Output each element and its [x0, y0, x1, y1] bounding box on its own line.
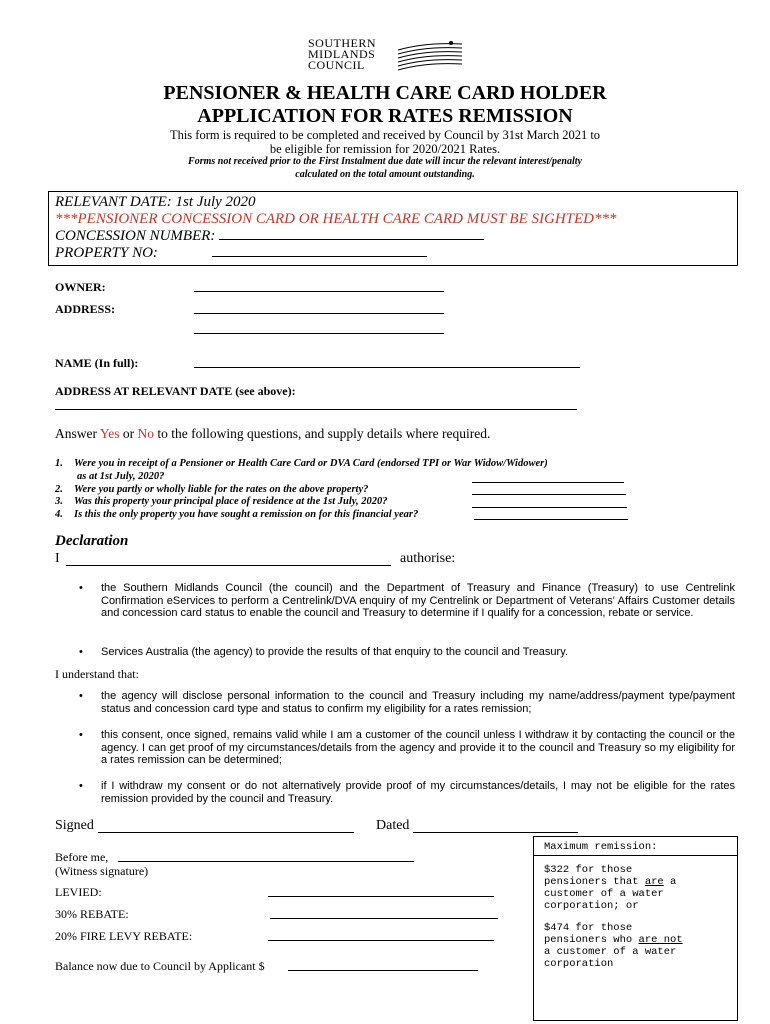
- signature-field[interactable]: [98, 832, 354, 833]
- question-3-answer[interactable]: [472, 507, 627, 508]
- concession-number-field[interactable]: [219, 239, 484, 240]
- option-a-line-3: customer of a water: [544, 888, 664, 900]
- address-relevant-field[interactable]: [55, 409, 577, 410]
- council-logo: [308, 38, 468, 78]
- address-field-2[interactable]: [194, 333, 444, 334]
- question-1-text-cont: as at 1st July, 2020?: [77, 471, 165, 482]
- intro-line-2: be eligible for remission for 2020/2021 Rates.: [269, 142, 501, 156]
- understand-item-3: if I withdraw my consent or do not alternatively provide proof of my circumstances/details, I may not be eligible for the rates remission provided by the council and Treasury.: [101, 780, 735, 805]
- property-number-field[interactable]: [212, 256, 427, 257]
- witness-label: (Witness signature): [55, 864, 149, 878]
- property-number-label: PROPERTY NO:: [55, 245, 158, 261]
- option-b-line-1: $474 for those: [544, 922, 633, 934]
- max-remission-divider: [534, 855, 737, 856]
- concession-number-row: [55, 228, 731, 245]
- max-remission-title: Maximum remission:: [544, 841, 658, 853]
- bullet-dot: •: [79, 582, 83, 594]
- option-a-line-4: corporation; or: [544, 900, 639, 912]
- balance-label: Balance now due to Council by Applicant $: [55, 959, 265, 973]
- option-b-pre: pensioners who: [544, 934, 639, 946]
- address-label: ADDRESS:: [55, 302, 116, 316]
- authorise-label: authorise:: [400, 551, 456, 566]
- levied-field[interactable]: [268, 896, 494, 897]
- question-2-answer[interactable]: [472, 494, 626, 495]
- bullet-dot: •: [79, 646, 83, 658]
- sighted-warning: ***PENSIONER CONCESSION CARD OR HEALTH CARE CARD MUST BE SIGHTED***: [55, 211, 617, 227]
- witness-field[interactable]: [118, 861, 414, 862]
- question-1-answer[interactable]: [472, 482, 624, 483]
- logo-line-2: MIDLANDS: [308, 47, 376, 61]
- option-a-line-2: [544, 876, 734, 888]
- logo-line-3: COUNCIL: [308, 58, 365, 72]
- option-b-emphasis: are not: [638, 934, 683, 946]
- question-1-text: Were you in receipt of a Pensioner or Health Care Card or DVA Card (endorsed TPI or War Widow/Widower): [74, 458, 548, 469]
- understand-item-1: the agency will disclose personal information to the council and Treasury including my name/address/payment type/payment status and concession card type and status to confirm my eligibility for a rates remission;: [101, 690, 735, 715]
- authorise-item-2: Services Australia (the agency) to provide the results of that enquiry to the council and Treasury.: [101, 646, 568, 658]
- answer-instruction: [55, 426, 490, 442]
- relevant-date: RELEVANT DATE: 1st July 2020: [55, 194, 256, 210]
- before-me-label: Before me,: [55, 850, 109, 864]
- option-b-line-2: [544, 934, 734, 946]
- form-title-line-2: APPLICATION FOR RATES REMISSION: [197, 105, 573, 127]
- concession-number-label: CONCESSION NUMBER:: [55, 228, 220, 244]
- question-1-number: 1.: [55, 458, 63, 469]
- option-a-emphasis: are: [644, 876, 664, 888]
- question-3-text: Was this property your principal place of residence at the 1st July, 2020?: [74, 496, 388, 507]
- name-label: NAME (In full):: [55, 356, 139, 370]
- answer-or: or: [119, 426, 138, 441]
- question-4-answer[interactable]: [474, 519, 628, 520]
- intro-line-1: This form is required to be completed and received by Council by 31st March 2021 to: [169, 128, 601, 142]
- date-field[interactable]: [413, 832, 578, 833]
- owner-label: OWNER:: [55, 280, 106, 294]
- declaration-i: I: [55, 551, 60, 566]
- property-number-row: [55, 245, 731, 262]
- name-field[interactable]: [194, 367, 580, 368]
- question-4-number: 4.: [55, 509, 63, 520]
- dated-label: Dated: [376, 818, 410, 833]
- form-title-line-1: PENSIONER & HEALTH CARE CARD HOLDER: [163, 82, 607, 104]
- declaration-heading: Declaration: [55, 533, 129, 549]
- answer-pre: Answer: [55, 426, 100, 441]
- authorise-item-1: the Southern Midlands Council (the council) and the Department of Treasury and Finance (Treasury) to use Centrelink Confirmation eServices to perform a Centrelink/DVA enquiry of my Centrelink or Department of Veterans' Affairs Customer details and concession card status to enable the council and Treasury to determine if I qualify for a concession, rebate or service.: [101, 582, 735, 620]
- notice-line-1: Forms not received prior to the First Instalment due date will incur the relevant interest/penalty: [188, 156, 582, 167]
- question-2-number: 2.: [55, 484, 63, 495]
- rebate-30-label: 30% REBATE:: [55, 907, 129, 921]
- question-2-text: Were you partly or wholly liable for the rates on the above property?: [74, 484, 369, 495]
- fire-levy-label: 20% FIRE LEVY REBATE:: [55, 929, 193, 943]
- notice-line-2: calculated on the total amount outstanding.: [295, 169, 475, 180]
- bullet-dot: •: [79, 729, 83, 741]
- levied-label: LEVIED:: [55, 885, 102, 899]
- balance-field[interactable]: [288, 970, 478, 971]
- bullet-dot: •: [79, 780, 83, 792]
- answer-yes: Yes: [99, 426, 120, 441]
- answer-post: to the following questions, and supply details where required.: [154, 426, 491, 441]
- option-b-line-3: a customer of a water: [544, 946, 677, 958]
- fire-levy-field[interactable]: [268, 940, 494, 941]
- signed-label: Signed: [55, 818, 94, 833]
- understand-item-2: this consent, once signed, remains valid while I am a customer of the council unless I withdraw it by contacting the council or the agency. I can get proof of my circumstances/details from the agency and provide it to the council and Treasury so my eligibility for a rates remission can be determined;: [101, 729, 735, 767]
- maximum-remission-box: [533, 836, 738, 1021]
- owner-field[interactable]: [194, 291, 444, 292]
- understand-label: I understand that:: [55, 667, 139, 681]
- logo-fields-graphic: [396, 40, 466, 74]
- address-field-1[interactable]: [194, 313, 444, 314]
- max-remission-option-a: [544, 864, 734, 912]
- relevant-date-box: [48, 191, 738, 266]
- question-4-text: Is this the only property you have sought a remission on for this financial year?: [74, 509, 419, 520]
- answer-no: No: [137, 426, 155, 441]
- option-b-line-4: corporation: [544, 958, 614, 970]
- logo-line-1: SOUTHERN: [308, 36, 377, 50]
- max-remission-option-b: [544, 922, 734, 970]
- rebate-30-field[interactable]: [270, 918, 498, 919]
- declarant-name-field[interactable]: [66, 565, 391, 566]
- question-3-number: 3.: [55, 496, 63, 507]
- option-a-post: a: [663, 876, 677, 888]
- address-relevant-label: ADDRESS AT RELEVANT DATE (see above):: [55, 384, 296, 398]
- bullet-dot: •: [79, 690, 83, 702]
- option-a-pre: pensioners that: [544, 876, 645, 888]
- option-a-line-1: $322 for those: [544, 864, 633, 876]
